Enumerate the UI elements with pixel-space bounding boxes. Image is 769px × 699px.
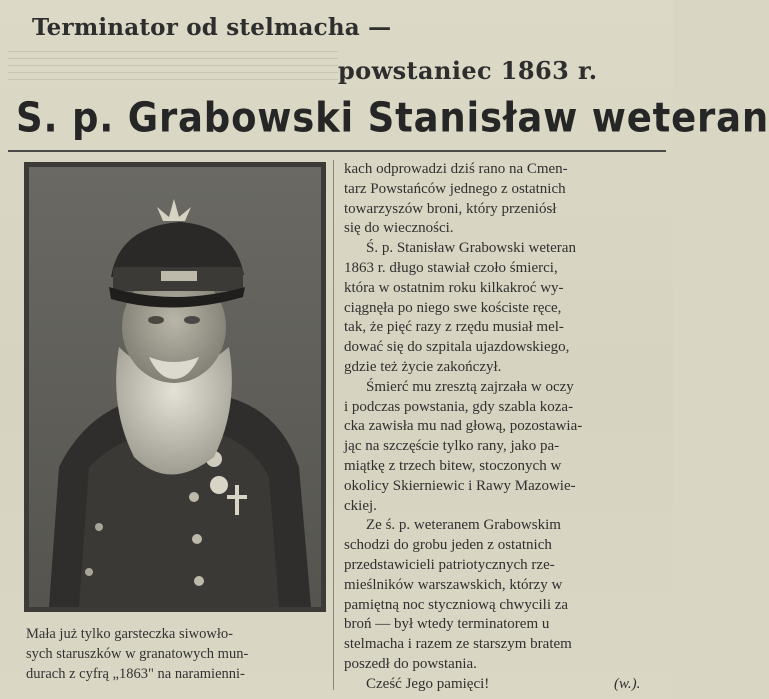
article-paragraph — [344, 378, 666, 517]
text-line: pamiętną noc styczniową chwycili za — [344, 596, 569, 613]
text-line: dować się do szpitala ujazdowskiego, — [344, 339, 570, 356]
show-through-texture — [8, 46, 338, 86]
column-divider — [333, 160, 334, 690]
article-paragraph — [344, 239, 666, 378]
headline: S. p. Grabowski Stanisław weteran — [16, 94, 769, 142]
text-line: schodzi do grobu jeden z ostatnich — [344, 537, 552, 554]
veteran-portrait-image — [29, 167, 321, 607]
text-line: się do wieczności. — [344, 220, 454, 237]
article-paragraph — [344, 516, 666, 674]
caption-line: Mała już tylko garsteczka siwowło- — [26, 626, 233, 642]
text-line: broń — był wtedy terminatorem u — [344, 616, 550, 633]
text-line: poszedł do powstania. — [344, 655, 477, 672]
text-line: okolicy Skierniewic i Rawy Mazowie- — [344, 477, 576, 494]
text-line: tarz Powstańców jednego z ostatnich — [344, 180, 566, 197]
photo-caption — [26, 624, 330, 684]
text-line: jąc na szczęście tylko rany, jako pa- — [344, 438, 560, 455]
text-line: Ś. p. Stanisław Grabowski weteran — [366, 240, 576, 257]
article-paragraph — [344, 160, 666, 239]
portrait-photo — [24, 162, 326, 612]
kicker-line-1: Terminator od stelmacha — — [32, 14, 392, 41]
text-line: Cześć Jego pamięci! — [366, 675, 490, 692]
text-line: i podczas powstania, gdy szabla koza- — [344, 398, 574, 415]
author-signature: (w.). — [614, 676, 641, 692]
text-line: przedstawicieli patriotycznych rze- — [344, 556, 555, 573]
kicker-line-2: powstaniec 1863 r. — [338, 56, 598, 85]
text-line: miątkę z trzech bitew, stoczonych w — [344, 457, 562, 474]
text-line: stelmacha i razem ze starszym bratem — [344, 636, 572, 653]
text-line: Ze ś. p. weteranem Grabowskim — [366, 517, 561, 534]
text-line: ciągnęła po niego swe kościste ręce, — [344, 299, 562, 316]
text-line: cka zawisła mu nad głową, pozostawia- — [344, 418, 583, 435]
text-line: towarzyszów broni, który przeniósł — [344, 200, 557, 217]
text-line: ckiej. — [344, 497, 377, 514]
text-line: gdzie też życie zakończył. — [344, 358, 502, 375]
text-line: mieślników warszawskich, którzy w — [344, 576, 563, 593]
article-body — [344, 160, 666, 695]
text-line: 1863 r. długo stawiał czoło śmierci, — [344, 259, 558, 276]
headline-rule — [8, 150, 666, 152]
caption-line: sych staruszków w granatowych mun- — [26, 646, 249, 662]
text-line: która w ostatnim roku kilkakroć wy- — [344, 279, 564, 296]
text-line: tak, że pięć razy z rzędu musiał mel- — [344, 319, 564, 336]
text-line: kach odprowadzi dziś rano na Cmen- — [344, 161, 568, 177]
caption-line: durach z cyfrą „1863" na naramienni- — [26, 666, 245, 682]
text-line: Śmierć mu zresztą zajrzała w oczy — [366, 378, 574, 395]
